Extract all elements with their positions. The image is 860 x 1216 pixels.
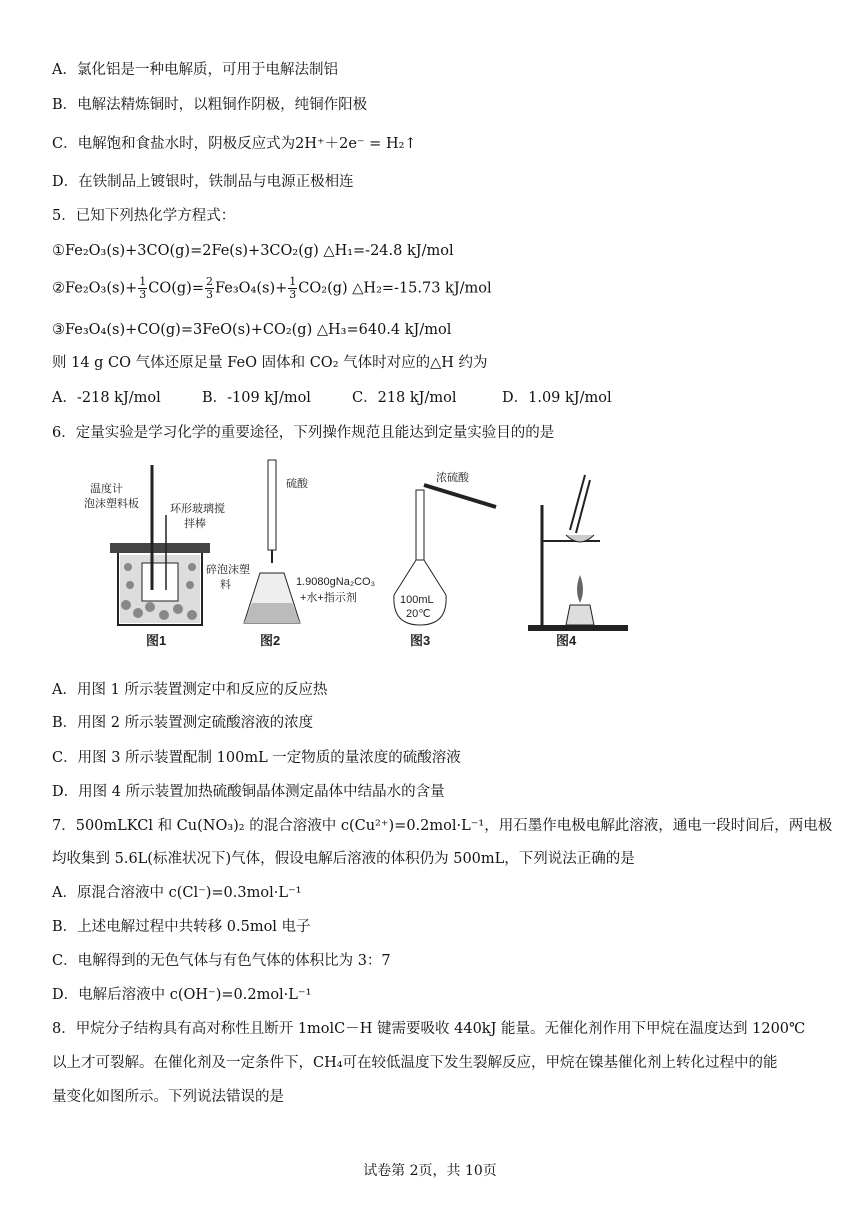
q6-option-a: A．用图 1 所示装置测定中和反应的反应热 [52, 682, 328, 698]
q8-stem-line-3: 量变化如图所示。下列说法错误的是 [52, 1089, 284, 1105]
q7-option-d: D．电解后溶液中 c(OH⁻)=0.2mol·L⁻¹ [52, 987, 312, 1003]
fig3-label-temp: 20℃ [406, 608, 431, 620]
frac-den: 3 [139, 288, 147, 301]
q4-option-c [52, 134, 417, 154]
frac-num: 2 [206, 275, 213, 288]
q5-option-b: B．-109 kJ/mol [202, 390, 311, 406]
q4-option-a: A．氯化铝是一种电解质，可用于电解法制铝 [52, 62, 338, 78]
fig3-caption: 图3 [410, 633, 431, 648]
eq2-part-d: CO₂(g) △H₂=-15.73 kJ/mol [298, 280, 492, 297]
q7-stem-line-2: 均收集到 5.6L(标准状况下)气体，假设电解后溶液的体积仍为 500mL，下列说法正确的是 [52, 851, 635, 867]
fig3-label-volume: 100mL [400, 594, 434, 606]
fig3-label-conc-acid: 浓硫酸 [436, 472, 469, 484]
q7-stem-line-1: 7．500mLKCl 和 Cu(NO₃)₂ 的混合溶液中 c(Cu²⁺)=0.2mol·L⁻¹，用石墨作电极电解此溶液，通电一段时间后，两电极 [52, 818, 833, 834]
q7-option-c: C．电解得到的无色气体与有色气体的体积比为 3：7 [52, 953, 391, 969]
fraction-one-third-a [138, 276, 147, 301]
q7-option-b: B．上述电解过程中共转移 0.5mol 电子 [52, 919, 311, 935]
eq2-part-c: Fe₃O₄(s)+ [215, 280, 288, 297]
frac-den: 3 [206, 288, 213, 301]
q6-option-c: C．用图 3 所示装置配制 100mL 一定物质的量浓度的硫酸溶液 [52, 750, 461, 766]
q5-equation-1: ①Fe₂O₃(s)+3CO(g)=2Fe(s)+3CO₂(g) △H₁=-24.8 kJ/mol [52, 243, 454, 259]
fig2-caption: 图2 [260, 633, 281, 648]
fig1-label-foam-pieces: 碎泡沫塑 [206, 564, 250, 576]
q5-option-d: D．1.09 kJ/mol [502, 390, 612, 406]
fig3-volumetric-flask [394, 470, 496, 648]
q5-equation-2 [52, 276, 492, 301]
fig2-label-sample: 1.9080gNa₂CO₃ [296, 576, 376, 588]
q8-stem-line-2: 以上才可裂解。在催化剂及一定条件下，CH₄可在较低温度下发生裂解反应，甲烷在镍基催化剂上转化过程中的能 [52, 1055, 778, 1071]
fig4-heating-setup [528, 475, 628, 648]
fig2-titration [244, 460, 375, 648]
fig1-label-foam-pieces-2: 料 [220, 579, 231, 591]
q6-apparatus-figure [80, 455, 640, 665]
fig2-label-water: +水+指示剂 [300, 592, 357, 604]
q8-stem-line-1: 8．甲烷分子结构具有高对称性且断开 1molC－H 键需要吸收 440kJ 能量。无催化剂作用下甲烷在温度达到 1200℃ [52, 1021, 806, 1037]
q4-option-c-formula: 2H⁺＋2e⁻ = H₂↑ [295, 136, 417, 152]
eq2-part-a: ②Fe₂O₃(s)+ [52, 280, 138, 297]
frac-num: 1 [139, 275, 147, 288]
fig1-label-foam-board: 泡沫塑料板 [84, 498, 139, 510]
q5-question: 则 14 g CO 气体还原足量 FeO 固体和 CO₂ 气体时对应的△H 约为 [52, 355, 488, 371]
fraction-two-thirds [205, 276, 214, 301]
q6-stem: 6．定量实验是学习化学的重要途径，下列操作规范且能达到定量实验目的的是 [52, 425, 555, 441]
frac-num: 1 [289, 275, 297, 288]
q6-option-d: D．用图 4 所示装置加热硫酸铜晶体测定晶体中结晶水的含量 [52, 784, 445, 800]
fig1-label-stirrer: 环形玻璃搅 [170, 503, 225, 515]
fraction-one-third-b [288, 276, 297, 301]
q5-stem: 5．已知下列热化学方程式： [52, 208, 236, 224]
q4-option-b: B．电解法精炼铜时，以粗铜作阴极，纯铜作阳极 [52, 97, 368, 113]
q5-option-c: C．218 kJ/mol [352, 390, 457, 406]
q5-option-a: A．-218 kJ/mol [52, 390, 161, 406]
page-footer: 试卷第 2页，共 10页 [363, 1163, 497, 1179]
fig2-label-acid: 硫酸 [286, 478, 308, 490]
fig1-label-thermometer: 温度计 [90, 483, 123, 495]
q5-equation-3: ③Fe₃O₄(s)+CO(g)=3FeO(s)+CO₂(g) △H₃=640.4 kJ/mol [52, 322, 452, 338]
fig4-caption: 图4 [556, 633, 577, 648]
q6-option-b: B．用图 2 所示装置测定硫酸溶液的浓度 [52, 715, 314, 731]
frac-den: 3 [289, 288, 297, 301]
q5-options [52, 388, 612, 408]
fig1-caption: 图1 [146, 633, 167, 648]
fig1-calorimeter [84, 465, 250, 648]
eq2-part-b: CO(g)= [148, 280, 204, 297]
q4-option-c-text: C．电解饱和食盐水时，阴极反应式为 [52, 136, 296, 152]
q4-option-d: D．在铁制品上镀银时，铁制品与电源正极相连 [52, 174, 354, 190]
fig1-label-stirrer-2: 拌棒 [184, 518, 206, 530]
q7-option-a: A．原混合溶液中 c(Cl⁻)=0.3mol·L⁻¹ [52, 885, 302, 901]
